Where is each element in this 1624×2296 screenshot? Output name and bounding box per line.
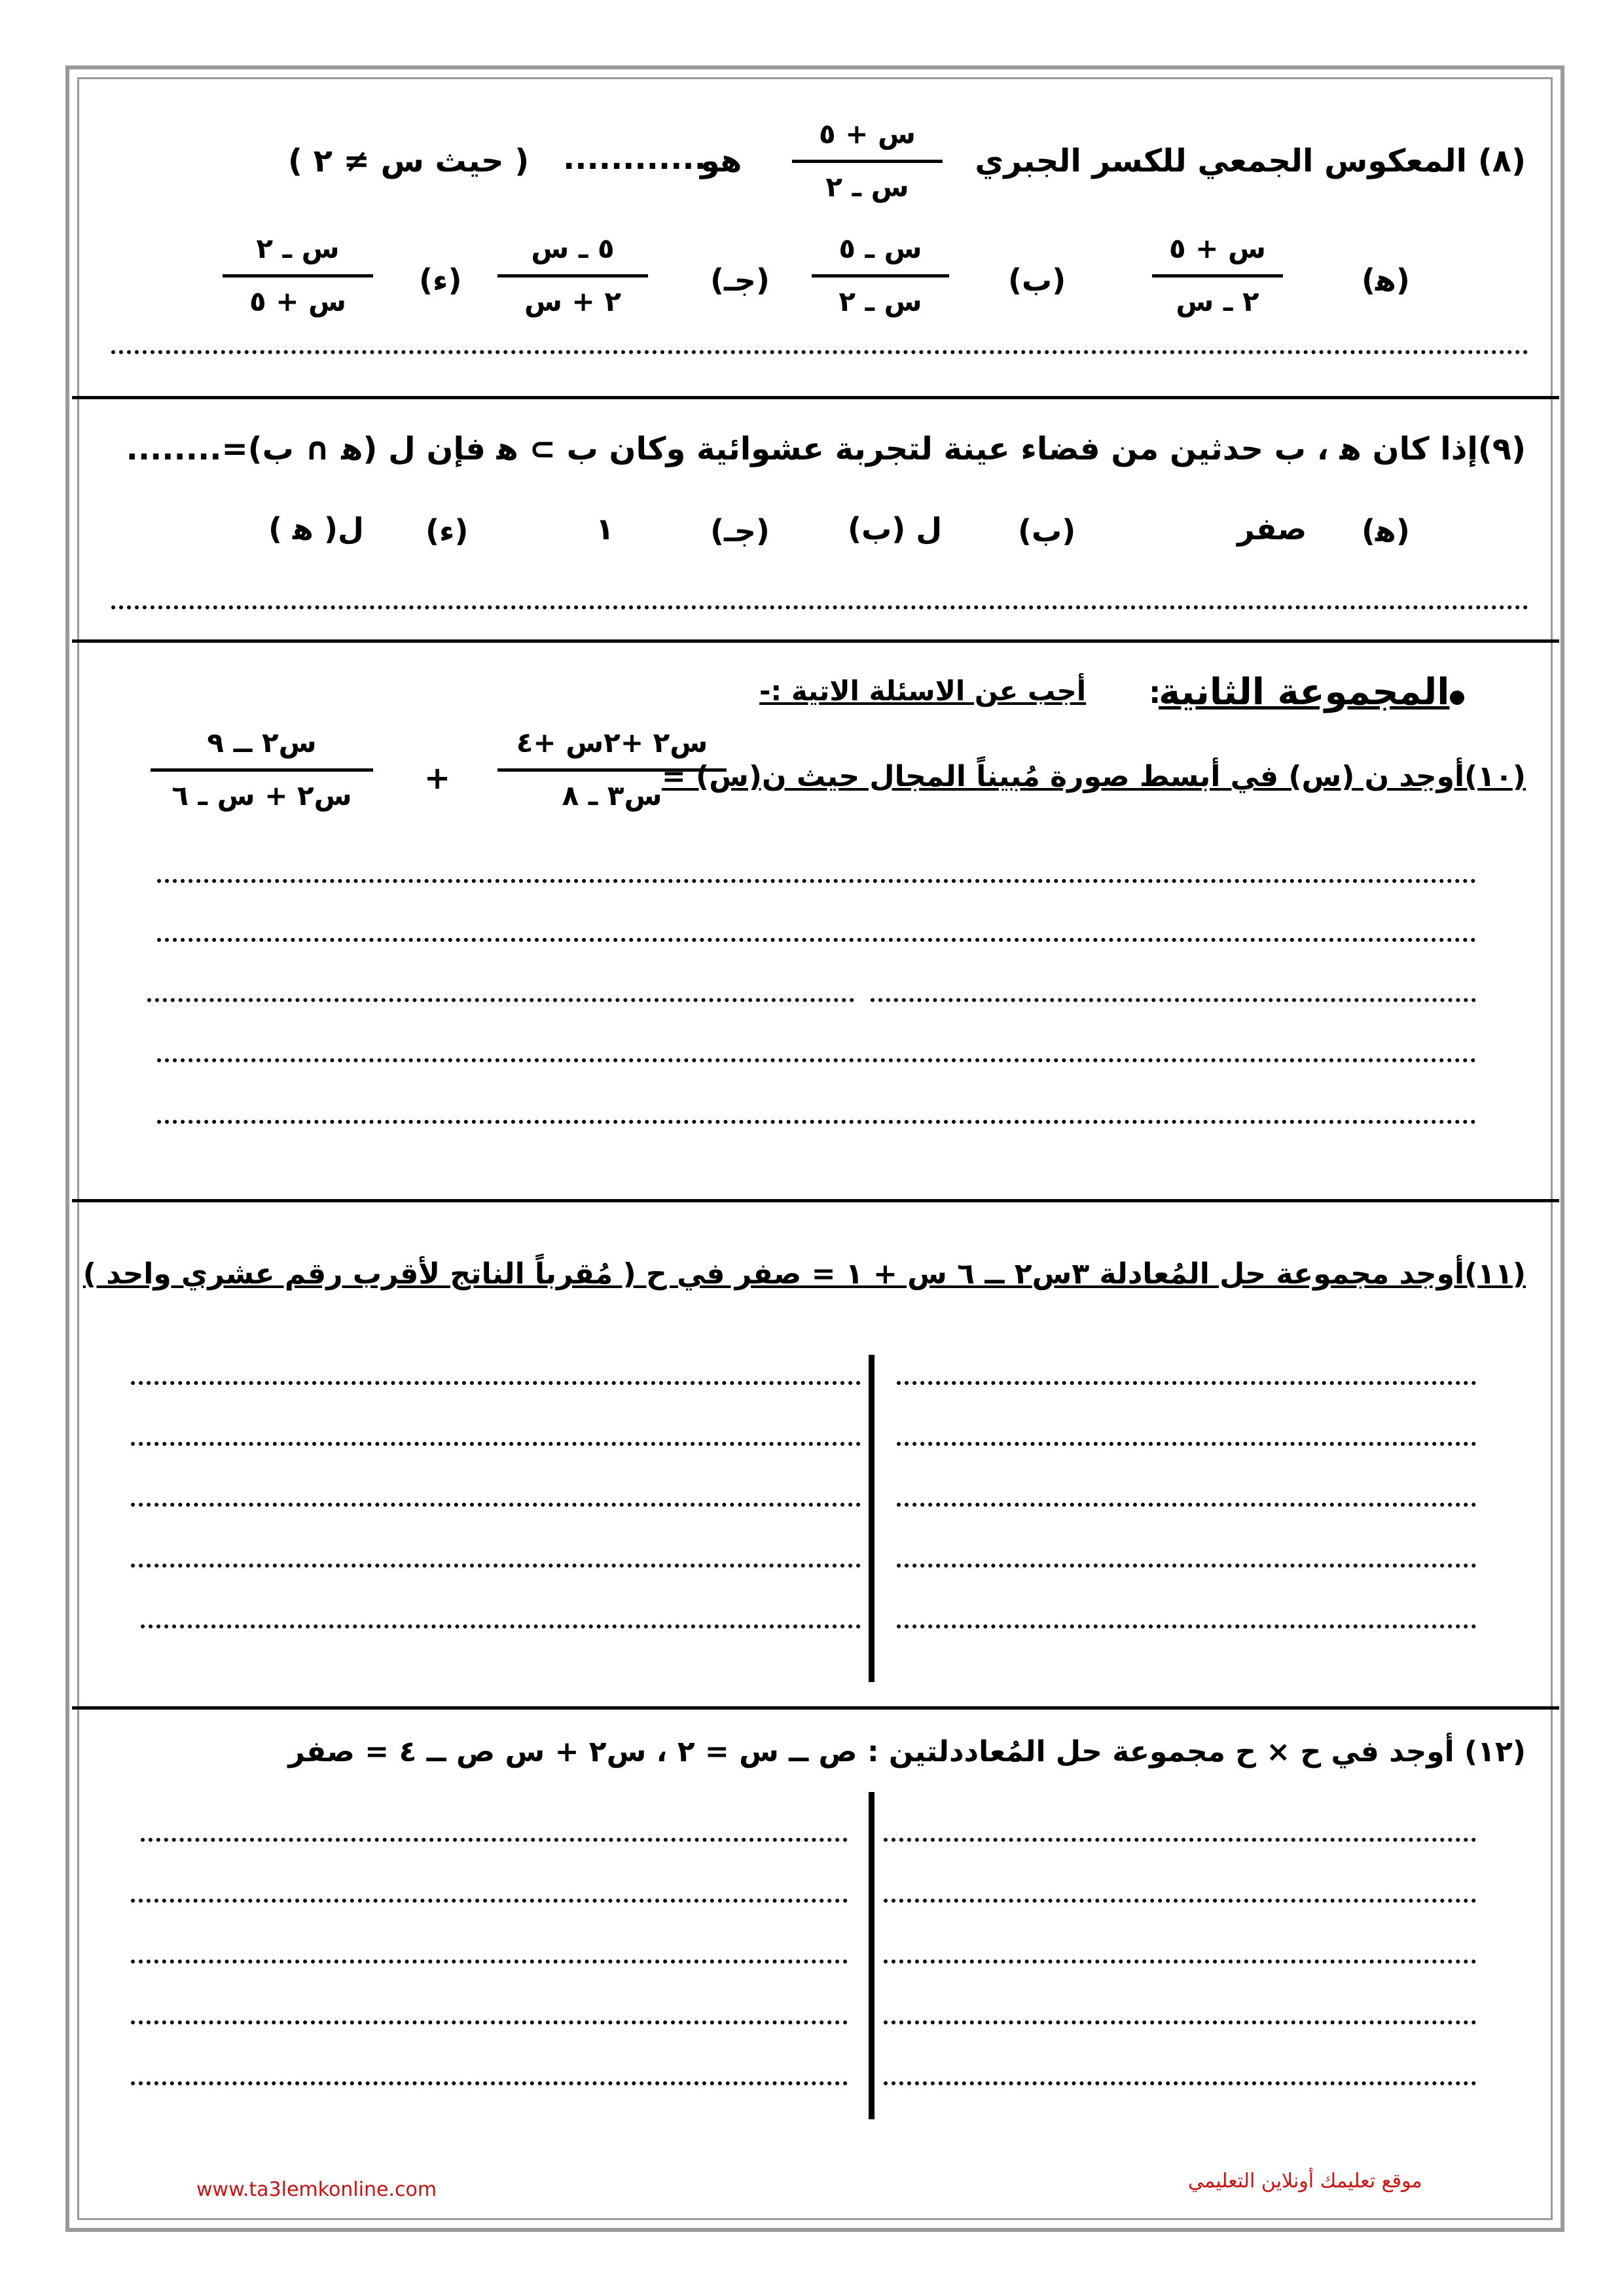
q11-answer-line-right[interactable] — [897, 1624, 1476, 1628]
q10-answer-line[interactable] — [157, 1058, 1476, 1062]
q10-question: (١٠)أوجد ن (س) في أبسط صورة مُبيناً المجال حيث ن(س) = — [661, 760, 1526, 793]
q10-fraction-2 — [151, 726, 373, 813]
q11-answer-line-right[interactable] — [897, 1503, 1476, 1507]
q10-answer-line[interactable] — [157, 938, 1476, 942]
q12-answer-line-left[interactable] — [131, 2020, 848, 2024]
q10-answer-line[interactable] — [157, 879, 1476, 883]
q11-answer-line-left[interactable] — [131, 1381, 861, 1385]
q10-fraction-1 — [497, 726, 727, 813]
q11-answer-line-left[interactable] — [131, 1503, 861, 1507]
q8-choice-b-fraction — [812, 232, 949, 319]
q8-choice-a-denominator: ٢ ـ س — [1176, 285, 1259, 318]
q12-answer-line-right[interactable] — [884, 1899, 1476, 1903]
q8-choice-d-label: (ء) — [419, 262, 462, 298]
q8-choice-a-label: (ﻫ) — [1362, 262, 1410, 298]
q12-answer-line-left[interactable] — [131, 1960, 848, 1964]
q9-choice-c-label: (جـ) — [710, 513, 770, 548]
group2-colon: : — [1149, 675, 1161, 710]
divider — [72, 396, 1559, 399]
q11-answer-line-right[interactable] — [897, 1381, 1476, 1385]
q10-answer-line[interactable] — [871, 998, 1476, 1002]
q8-choice-d-denominator: س + ٥ — [249, 285, 347, 318]
q8-choice-c-denominator: ٢ + س — [524, 285, 622, 318]
q8-choice-d-fraction — [223, 232, 373, 319]
q11-answer-line-left[interactable] — [131, 1442, 861, 1446]
q8-main-numerator: س + ٥ — [818, 118, 916, 150]
column-divider — [869, 1355, 875, 1682]
fraction-bar — [151, 768, 373, 772]
fraction-bar — [497, 274, 648, 278]
q8-choice-c-fraction — [497, 232, 648, 319]
q10-answer-line[interactable] — [147, 998, 854, 1002]
q8-main-fraction — [792, 118, 943, 204]
q10-answer-line[interactable] — [157, 1120, 1476, 1124]
footer-url[interactable]: www.ta3lemkonline.com — [196, 2178, 437, 2201]
fraction-bar — [1152, 274, 1283, 278]
q8-choice-b-numerator: س ـ ٥ — [839, 232, 922, 264]
q9-answer-line[interactable] — [111, 605, 1528, 609]
column-divider — [869, 1792, 875, 2119]
q11-answer-line-right[interactable] — [897, 1442, 1476, 1446]
q8-choice-b-denominator: س ـ ٢ — [839, 285, 922, 318]
group2-instruction: أجب عن الاسئلة الاتية :- — [759, 675, 1087, 707]
q11-answer-line-left[interactable] — [141, 1624, 861, 1628]
q8-choice-b-label: (ب) — [1008, 262, 1066, 298]
fraction-bar — [497, 768, 727, 772]
fraction-bar — [223, 274, 373, 278]
q9-choice-d-value: ل( ﻫ ) — [268, 511, 364, 547]
q8-choice-a-numerator: س + ٥ — [1168, 232, 1267, 264]
q9-choice-c-value: ١ — [596, 511, 615, 547]
q8-is: هو — [700, 143, 742, 179]
q9-choice-b-label: (ب) — [1018, 513, 1076, 548]
q11-question: (١١)أوجد مجموعة حل المُعادلة ٣س٢ ــ ٦ س + ١ = صفر في ح ( مُقرباً الناتج لأقرب رقم عشري واحد ) — [82, 1257, 1526, 1291]
q8-main-denominator: س ـ ٢ — [825, 171, 909, 204]
q10-frac2-numerator: س٢ ــ ٩ — [207, 726, 317, 759]
divider — [72, 1706, 1559, 1710]
q9-choice-d-label: (ء) — [425, 513, 469, 548]
q9-choice-b-value: ل (ب) — [848, 511, 943, 547]
q11-answer-line-right[interactable] — [897, 1564, 1476, 1568]
q12-answer-line-left[interactable] — [131, 2081, 848, 2085]
footer-site-name: موقع تعليمك أونلاين التعليمي — [1188, 2170, 1422, 2193]
q12-question: (١٢) أوجد في ح × ح مجموعة حل المُعاددلتين : ص ــ س = ٢ ، س٢ + س ص ــ ٤ = صفر — [288, 1735, 1526, 1768]
fraction-bar — [792, 160, 943, 163]
bullet-icon — [1450, 691, 1464, 705]
q12-answer-line-left[interactable] — [131, 1899, 848, 1903]
q12-answer-line-left[interactable] — [141, 1838, 848, 1842]
q8-answer-line[interactable] — [111, 350, 1528, 354]
q8-blank: ............ — [563, 140, 706, 177]
q11-answer-line-left[interactable] — [131, 1564, 861, 1568]
q9-choice-a-value: صفر — [1237, 511, 1307, 547]
q8-choice-d-numerator: س ـ ٢ — [256, 232, 340, 264]
q12-answer-line-right[interactable] — [884, 2020, 1476, 2024]
q10-frac2-denominator: س٢ + س ـ ٦ — [171, 780, 352, 812]
group2-title: المجموعة الثانية — [1159, 671, 1450, 713]
q8-title: (٨) المعكوس الجمعي للكسر الجبري — [975, 143, 1526, 179]
q8-choice-c-numerator: ٥ ـ س — [531, 232, 615, 264]
q9-choice-a-label: (ﻫ) — [1362, 513, 1410, 548]
q10-frac1-denominator: س٣ ـ ٨ — [562, 780, 662, 812]
q8-choice-a-fraction — [1152, 232, 1283, 319]
divider — [72, 1199, 1559, 1202]
q8-condition: ( حيث س ≠ ٢ ) — [288, 143, 530, 179]
fraction-bar — [812, 274, 949, 278]
q10-plus: + — [424, 760, 451, 797]
q10-frac1-numerator: س٢ +٢س +٤ — [516, 726, 708, 759]
q12-answer-line-right[interactable] — [884, 1960, 1476, 1964]
q8-choice-c-label: (جـ) — [710, 262, 770, 298]
q12-answer-line-right[interactable] — [884, 2081, 1476, 2085]
q9-question: (٩)إذا كان ﻫ ، ب حدثين من فضاء عينة لتجربة عشوائية وكان ب ⊃ ﻫ فإن ل (ﻫ ∩ ب)=........ — [126, 431, 1526, 467]
q12-answer-line-right[interactable] — [884, 1838, 1476, 1842]
divider — [72, 639, 1559, 643]
